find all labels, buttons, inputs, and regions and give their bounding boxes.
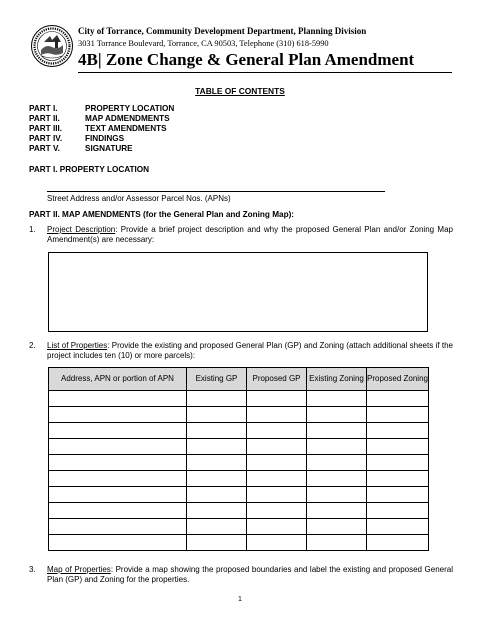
table-cell[interactable] bbox=[247, 487, 307, 503]
table-cell[interactable] bbox=[367, 455, 429, 471]
table-cell[interactable] bbox=[247, 423, 307, 439]
toc-item bbox=[29, 114, 174, 124]
toc-part: PART IV. bbox=[29, 134, 63, 143]
table-cell[interactable] bbox=[187, 423, 247, 439]
toc-part: PART V. bbox=[29, 144, 60, 153]
table-cell[interactable] bbox=[49, 471, 187, 487]
toc-label: SIGNATURE bbox=[85, 144, 133, 153]
table-cell[interactable] bbox=[187, 439, 247, 455]
table-cell[interactable] bbox=[247, 503, 307, 519]
address-caption: Street Address and/or Assessor Parcel Nos. (APNs) bbox=[47, 194, 231, 203]
table-cell[interactable] bbox=[247, 471, 307, 487]
table-row bbox=[49, 455, 429, 471]
table-cell[interactable] bbox=[49, 439, 187, 455]
table-cell[interactable] bbox=[49, 503, 187, 519]
table-cell[interactable] bbox=[247, 519, 307, 535]
table-cell[interactable] bbox=[367, 439, 429, 455]
toc-label: PROPERTY LOCATION bbox=[85, 104, 175, 113]
col-header-existing-gp: Existing GP bbox=[187, 368, 247, 391]
item-text bbox=[47, 565, 453, 585]
agency-address: 3031 Torrance Boulevard, Torrance, CA 90503, Telephone (310) 618-5990 bbox=[78, 39, 329, 48]
item-list-of-properties bbox=[0, 341, 480, 363]
table-cell[interactable] bbox=[307, 423, 367, 439]
table-row bbox=[49, 439, 429, 455]
table-cell[interactable] bbox=[307, 455, 367, 471]
table-row bbox=[49, 391, 429, 407]
agency-name: City of Torrance, Community Development Department, Planning Division bbox=[78, 26, 367, 36]
table-cell[interactable] bbox=[247, 455, 307, 471]
table-header-row bbox=[49, 368, 429, 391]
project-description-box[interactable] bbox=[48, 252, 428, 332]
item-body: : Provide the existing and proposed General Plan (GP) and Zoning (attach additional sheets if the project includes ten (10) or more parcels): bbox=[47, 341, 453, 360]
table-cell[interactable] bbox=[367, 487, 429, 503]
table-row bbox=[49, 519, 429, 535]
toc-item bbox=[29, 124, 174, 134]
table-cell[interactable] bbox=[307, 535, 367, 551]
table-cell[interactable] bbox=[307, 439, 367, 455]
table-cell[interactable] bbox=[307, 407, 367, 423]
address-input-line[interactable] bbox=[47, 191, 385, 192]
table-cell[interactable] bbox=[367, 407, 429, 423]
table-cell[interactable] bbox=[307, 471, 367, 487]
item-title: List of Properties bbox=[47, 341, 108, 350]
table-cell[interactable] bbox=[247, 391, 307, 407]
toc-part: PART II. bbox=[29, 114, 60, 123]
page-number: 1 bbox=[238, 596, 242, 603]
table-row bbox=[49, 535, 429, 551]
table-cell[interactable] bbox=[187, 487, 247, 503]
table-cell[interactable] bbox=[187, 407, 247, 423]
table-of-contents bbox=[29, 104, 174, 154]
item-map-of-properties bbox=[0, 565, 480, 587]
col-header-proposed-gp: Proposed GP bbox=[247, 368, 307, 391]
title-divider bbox=[78, 72, 452, 73]
toc-part: PART III. bbox=[29, 124, 63, 133]
table-cell[interactable] bbox=[307, 391, 367, 407]
table-row bbox=[49, 407, 429, 423]
toc-title: TABLE OF CONTENTS bbox=[195, 86, 285, 96]
toc-label: TEXT AMENDMENTS bbox=[85, 124, 167, 133]
table-row bbox=[49, 487, 429, 503]
table-cell[interactable] bbox=[49, 455, 187, 471]
table-row bbox=[49, 471, 429, 487]
toc-label: FINDINGS bbox=[85, 134, 125, 143]
part1-heading: PART I. PROPERTY LOCATION bbox=[29, 165, 150, 174]
toc-label: MAP ADMENDMENTS bbox=[85, 114, 170, 123]
col-header-address: Address, APN or portion of APN bbox=[49, 368, 187, 391]
table-cell[interactable] bbox=[187, 455, 247, 471]
table-cell[interactable] bbox=[307, 487, 367, 503]
table-cell[interactable] bbox=[187, 519, 247, 535]
part2-heading: PART II. MAP AMENDMENTS (for the General Plan and Zoning Map): bbox=[29, 210, 295, 219]
toc-part: PART I. bbox=[29, 104, 58, 113]
table-cell[interactable] bbox=[367, 535, 429, 551]
table-cell[interactable] bbox=[187, 503, 247, 519]
properties-table-body bbox=[49, 391, 429, 551]
item-number: 1. bbox=[29, 225, 36, 234]
table-cell[interactable] bbox=[307, 519, 367, 535]
table-cell[interactable] bbox=[367, 471, 429, 487]
item-project-description bbox=[0, 225, 480, 247]
table-cell[interactable] bbox=[49, 407, 187, 423]
table-row bbox=[49, 503, 429, 519]
table-cell[interactable] bbox=[49, 423, 187, 439]
item-body: : Provide a brief project description and why the proposed General Plan and/or Zoning Map Amendment(s) are necessary: bbox=[47, 225, 453, 244]
item-text bbox=[47, 341, 453, 361]
toc-item bbox=[29, 104, 174, 114]
table-row bbox=[49, 423, 429, 439]
table-cell[interactable] bbox=[49, 519, 187, 535]
toc-item bbox=[29, 144, 174, 154]
table-cell[interactable] bbox=[367, 519, 429, 535]
table-cell[interactable] bbox=[49, 391, 187, 407]
item-title: Project Description bbox=[47, 225, 116, 234]
col-header-existing-zoning: Existing Zoning bbox=[307, 368, 367, 391]
city-seal-icon bbox=[30, 24, 74, 68]
table-cell[interactable] bbox=[307, 503, 367, 519]
table-cell[interactable] bbox=[187, 471, 247, 487]
table-cell[interactable] bbox=[187, 535, 247, 551]
table-cell[interactable] bbox=[367, 391, 429, 407]
table-cell[interactable] bbox=[247, 535, 307, 551]
table-cell[interactable] bbox=[49, 535, 187, 551]
item-text bbox=[47, 225, 453, 245]
toc-item bbox=[29, 134, 174, 144]
item-number: 3. bbox=[29, 565, 36, 574]
properties-table bbox=[48, 367, 429, 551]
table-cell[interactable] bbox=[247, 439, 307, 455]
item-title: Map of Properties bbox=[47, 565, 111, 574]
table-cell[interactable] bbox=[247, 407, 307, 423]
table-cell[interactable] bbox=[367, 503, 429, 519]
col-header-proposed-zoning: Proposed Zoning bbox=[367, 368, 429, 391]
form-title: 4B| Zone Change & General Plan Amendment bbox=[78, 50, 415, 69]
item-body: : Provide a map showing the proposed boundaries and label the existing and proposed General Plan (GP) and Zoning for the properties. bbox=[47, 565, 454, 584]
item-number: 2. bbox=[29, 341, 36, 350]
table-cell[interactable] bbox=[49, 487, 187, 503]
table-cell[interactable] bbox=[187, 391, 247, 407]
table-cell[interactable] bbox=[367, 423, 429, 439]
